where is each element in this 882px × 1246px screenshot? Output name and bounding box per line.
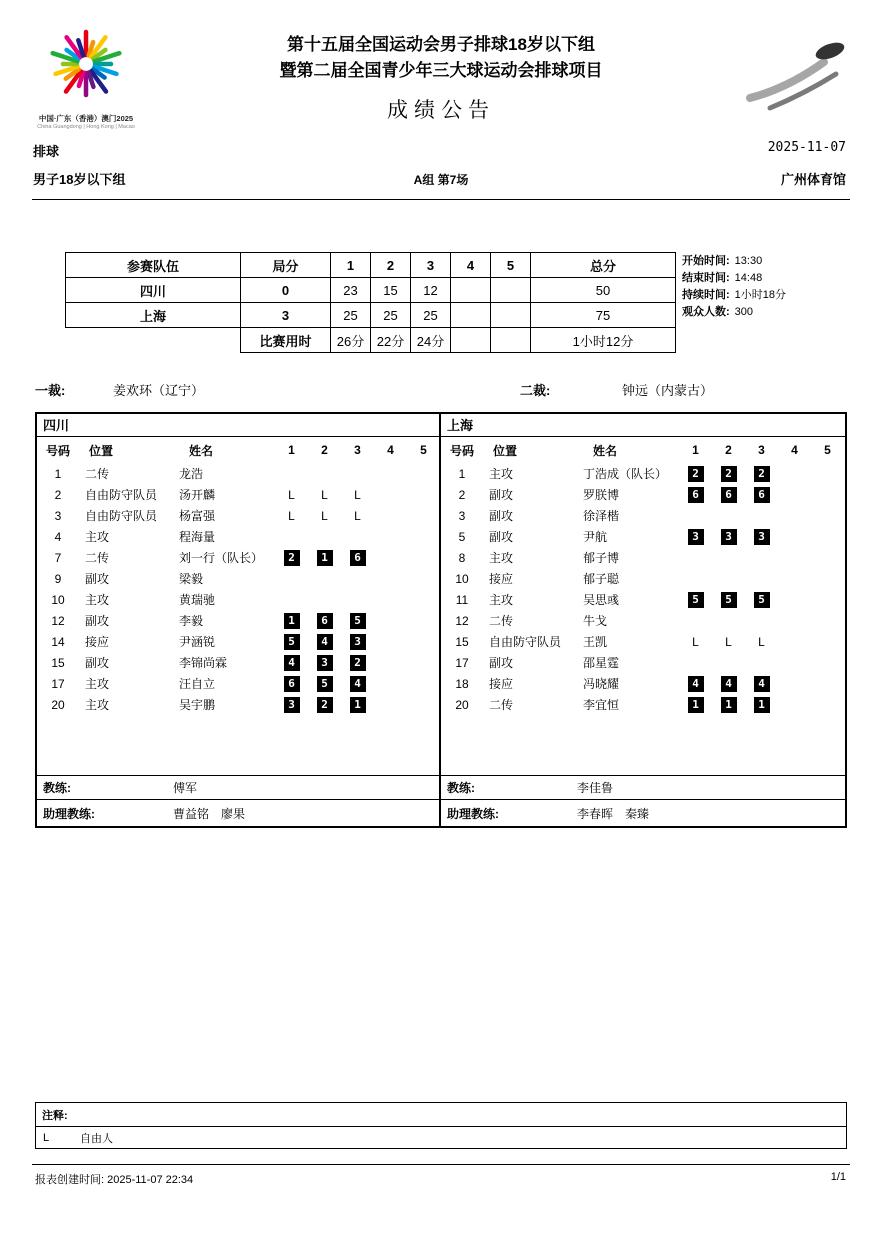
player-row: [37, 568, 439, 589]
player-name: 李宜恒: [583, 698, 620, 712]
player-position: 主攻: [489, 467, 514, 481]
libero-mark: L: [288, 487, 295, 502]
player-number: 15: [455, 634, 469, 649]
assistant-coach-label: 助理教练:: [43, 806, 95, 821]
player-set-cell: [712, 487, 745, 503]
player-name: 徐泽楷: [583, 509, 620, 523]
report-created-timestamp: 报表创建时间: 2025-11-07 22:34: [35, 1174, 194, 1186]
player-name: 汪自立: [179, 677, 216, 691]
player-set-cell: [341, 697, 374, 713]
player-number: 12: [51, 613, 65, 628]
coach-label: 教练:: [447, 781, 475, 795]
score-table: [65, 252, 676, 353]
player-row: [441, 673, 845, 694]
player-row: [441, 547, 845, 568]
team-name: 上海: [66, 303, 241, 328]
header-set5: 5: [420, 443, 427, 457]
notes-title: 注释:: [36, 1103, 846, 1127]
lineup-position-box: 6: [284, 676, 300, 692]
score-header-set4: 4: [451, 253, 491, 278]
set-duration: [451, 328, 491, 353]
player-position: 二传: [85, 551, 110, 565]
lineup-position-box: 1: [754, 697, 770, 713]
player-number: 5: [458, 529, 466, 544]
player-number: 17: [455, 655, 469, 670]
player-row: [441, 610, 845, 631]
set-duration: 22分: [371, 328, 411, 353]
player-position: 副攻: [85, 656, 110, 670]
libero-mark: L: [321, 508, 328, 523]
player-number: 18: [455, 676, 469, 691]
score-header-set5: 5: [491, 253, 531, 278]
player-set-cell: [308, 488, 341, 502]
player-set-cell: [679, 466, 712, 482]
lineup-position-box: 5: [754, 592, 770, 608]
note-code: L: [43, 1131, 50, 1144]
player-set-cell: [308, 655, 341, 671]
player-row: [441, 652, 845, 673]
player-name: 郁子聪: [583, 572, 620, 586]
lineup-position-box: 6: [350, 550, 366, 566]
lineup-position-box: 1: [688, 697, 704, 713]
set-score: 12: [411, 278, 451, 303]
group-label: 男子18岁以下组: [33, 172, 126, 187]
lineup-position-box: 4: [721, 676, 737, 692]
roster-body: [441, 463, 845, 775]
player-set-cell: [275, 550, 308, 566]
set-score: 25: [371, 303, 411, 328]
libero-mark: L: [288, 508, 295, 523]
spectators-label: 观众人数:: [682, 306, 730, 318]
player-set-cell: [341, 676, 374, 692]
player-set-cell: [341, 613, 374, 629]
header-set5: 5: [824, 443, 831, 457]
coach-label: 教练:: [43, 781, 71, 795]
lineup-position-box: 1: [317, 550, 333, 566]
lineup-position-box: 6: [688, 487, 704, 503]
player-row: [37, 631, 439, 652]
end-time-value: 14:48: [734, 272, 763, 284]
logo-text: 中国·广东（香港）澳门2025: [38, 114, 134, 123]
player-set-cell: [308, 676, 341, 692]
player-set-cell: [712, 697, 745, 713]
player-position: 主攻: [85, 593, 110, 607]
set-score: [491, 303, 531, 328]
player-set-cell: [308, 550, 341, 566]
lineup-position-box: 2: [317, 697, 333, 713]
assistant-coach-names: 李春晖 秦臻: [577, 806, 650, 821]
player-set-cell: [308, 509, 341, 523]
player-set-cell: [275, 488, 308, 502]
roster-team-name: 上海: [441, 414, 845, 437]
player-number: 2: [54, 487, 62, 502]
player-position: 接应: [489, 572, 514, 586]
score-header-team: 参赛队伍: [66, 253, 241, 278]
player-position: 接应: [489, 677, 514, 691]
player-position: 主攻: [489, 593, 514, 607]
player-row: [441, 589, 845, 610]
player-set-cell: [745, 529, 778, 545]
roster-header-row: [37, 437, 439, 463]
lineup-position-box: 6: [721, 487, 737, 503]
player-set-cell: [745, 466, 778, 482]
player-name: 吴思彧: [583, 593, 620, 607]
score-header-set1: 1: [331, 253, 371, 278]
roster-team-name: 四川: [37, 414, 439, 437]
player-number: 20: [51, 697, 65, 712]
lineup-position-box: 5: [317, 676, 333, 692]
header-set4: 4: [387, 443, 394, 457]
header-set1: 1: [288, 443, 295, 457]
player-name: 尹航: [583, 530, 608, 544]
player-set-cell: [341, 655, 374, 671]
sets-won: 0: [241, 278, 331, 303]
header-position: 位置: [493, 443, 518, 458]
start-time-value: 13:30: [734, 255, 763, 267]
assistant-coach-label: 助理教练:: [447, 806, 499, 821]
player-number: 3: [54, 508, 62, 523]
document-type-title: 成绩公告: [387, 99, 495, 122]
lineup-position-box: 1: [350, 697, 366, 713]
set-duration: 26分: [331, 328, 371, 353]
player-position: 自由防守队员: [85, 488, 158, 502]
lineup-position-box: 5: [688, 592, 704, 608]
coach-row: [37, 775, 439, 799]
player-set-cell: [308, 634, 341, 650]
libero-mark: L: [354, 508, 361, 523]
duration-label: 持续时间:: [682, 289, 730, 301]
player-row: [441, 526, 845, 547]
page-title-line2: 暨第二届全国青少年三大球运动会排球项目: [279, 61, 603, 80]
coach-name: 李佳鲁: [577, 781, 614, 795]
player-name: 王凯: [583, 635, 608, 649]
player-row: [441, 505, 845, 526]
player-row: [37, 505, 439, 526]
player-set-cell: [275, 509, 308, 523]
player-set-cell: [679, 592, 712, 608]
player-name: 罗朕博: [583, 488, 620, 502]
lineup-position-box: 5: [721, 592, 737, 608]
roster-header-row: [441, 437, 845, 463]
match-date: 2025-11-07: [767, 140, 846, 155]
blank-cell: [66, 328, 241, 353]
player-position: 主攻: [85, 698, 110, 712]
player-set-cell: [679, 529, 712, 545]
header-set1: 1: [692, 443, 699, 457]
player-position: 主攻: [489, 551, 514, 565]
player-row: [37, 673, 439, 694]
player-name: 刘一行（队长）: [179, 551, 264, 565]
libero-mark: L: [321, 487, 328, 502]
player-row: [37, 694, 439, 715]
player-set-cell: [679, 676, 712, 692]
player-number: 1: [54, 466, 62, 481]
footer-divider: [32, 1164, 850, 1165]
duration-row: [66, 328, 676, 353]
lineup-position-box: 4: [350, 676, 366, 692]
player-name: 龙浩: [179, 467, 204, 481]
roster-shanghai: [441, 414, 845, 826]
player-set-cell: [745, 487, 778, 503]
lineup-position-box: 3: [754, 529, 770, 545]
end-time-label: 结束时间:: [682, 272, 730, 284]
lineup-position-box: 2: [350, 655, 366, 671]
player-position: 副攻: [489, 509, 514, 523]
player-row: [441, 484, 845, 505]
player-row: [37, 463, 439, 484]
libero-mark: L: [692, 634, 699, 649]
player-number: 9: [54, 571, 62, 586]
sport-label: 排球: [33, 144, 60, 159]
player-number: 8: [458, 550, 466, 565]
match-number-label: A组 第7场: [413, 173, 469, 187]
player-name: 汤开麟: [179, 488, 216, 502]
roster-body: [37, 463, 439, 775]
lineup-position-box: 4: [284, 655, 300, 671]
page-number: 1/1: [830, 1171, 846, 1183]
player-set-cell: [275, 655, 308, 671]
player-set-cell: [308, 697, 341, 713]
player-set-cell: [712, 466, 745, 482]
player-row: [37, 484, 439, 505]
player-name: 郁子博: [583, 551, 620, 565]
coach-name: 傅军: [173, 781, 198, 795]
player-position: 副攻: [489, 530, 514, 544]
player-set-cell: [275, 676, 308, 692]
score-header-total: 总分: [531, 253, 676, 278]
player-row: [37, 547, 439, 568]
start-time-label: 开始时间:: [682, 255, 730, 267]
lineup-position-box: 3: [317, 655, 333, 671]
lineup-position-box: 4: [688, 676, 704, 692]
player-position: 自由防守队员: [85, 509, 158, 523]
player-name: 梁毅: [179, 572, 204, 586]
player-position: 二传: [85, 467, 110, 481]
set-score: 25: [411, 303, 451, 328]
lineup-position-box: 4: [317, 634, 333, 650]
player-set-cell: [275, 634, 308, 650]
total-points: 50: [531, 278, 676, 303]
player-name: 李锦尚霖: [179, 656, 228, 670]
lineup-position-box: 2: [688, 466, 704, 482]
set-score: 25: [331, 303, 371, 328]
player-position: 二传: [489, 698, 514, 712]
player-number: 12: [455, 613, 469, 628]
player-number: 10: [51, 592, 65, 607]
notes-box: [35, 1102, 847, 1149]
player-set-cell: [679, 487, 712, 503]
lineup-position-box: 5: [284, 634, 300, 650]
roster-sichuan: [37, 414, 441, 826]
header-number: 号码: [45, 443, 70, 458]
player-number: 17: [51, 676, 65, 691]
player-set-cell: [712, 592, 745, 608]
spectators-value: 300: [734, 306, 754, 318]
lineup-position-box: 6: [754, 487, 770, 503]
lineup-position-box: 5: [350, 613, 366, 629]
coach-row: [441, 775, 845, 799]
set-duration: [491, 328, 531, 353]
lineup-position-box: 6: [317, 613, 333, 629]
player-row: [37, 652, 439, 673]
player-row: [441, 694, 845, 715]
player-set-cell: [679, 697, 712, 713]
player-name: 吴宇鹏: [179, 698, 216, 712]
player-row: [37, 589, 439, 610]
assistant-coach-names: 曹益铭 廖果: [173, 806, 246, 821]
player-set-cell: [341, 634, 374, 650]
lineup-position-box: 3: [688, 529, 704, 545]
player-position: 主攻: [85, 530, 110, 544]
header-divider: [32, 199, 850, 200]
lineup-position-box: 2: [721, 466, 737, 482]
player-number: 1: [458, 466, 466, 481]
score-header-set3: 3: [411, 253, 451, 278]
player-name: 冯晓耀: [583, 677, 620, 691]
header-number: 号码: [449, 443, 474, 458]
player-set-cell: [712, 529, 745, 545]
player-name: 李毅: [179, 614, 204, 628]
player-set-cell: [712, 635, 745, 649]
player-position: 自由防守队员: [489, 635, 562, 649]
sets-won: 3: [241, 303, 331, 328]
header-set3: 3: [354, 443, 361, 457]
team-name: 四川: [66, 278, 241, 303]
player-set-cell: [308, 613, 341, 629]
player-set-cell: [341, 550, 374, 566]
set-score: [491, 278, 531, 303]
set-duration: 24分: [411, 328, 451, 353]
lineup-position-box: 3: [284, 697, 300, 713]
player-row: [37, 526, 439, 547]
lineup-position-box: 4: [754, 676, 770, 692]
player-set-cell: [341, 488, 374, 502]
player-set-cell: [745, 592, 778, 608]
score-row-shanghai: [66, 303, 676, 328]
player-set-cell: [679, 635, 712, 649]
header-position: 位置: [89, 443, 114, 458]
player-row: [37, 610, 439, 631]
player-number: 2: [458, 487, 466, 502]
lineup-position-box: 3: [350, 634, 366, 650]
player-position: 副攻: [489, 656, 514, 670]
player-name: 丁浩成（队长）: [583, 467, 668, 481]
page-title-line1: 第十五届全国运动会男子排球18岁以下组: [287, 35, 595, 54]
player-position: 副攻: [85, 572, 110, 586]
player-set-cell: [275, 697, 308, 713]
total-points: 75: [531, 303, 676, 328]
referees-row: [0, 380, 882, 400]
lineup-position-box: 1: [721, 697, 737, 713]
note-row: [36, 1127, 846, 1148]
player-set-cell: [341, 509, 374, 523]
player-name: 程海量: [179, 530, 216, 544]
header-set4: 4: [791, 443, 798, 457]
set-score: [451, 303, 491, 328]
assistant-coach-row: [441, 799, 845, 826]
set-score: [451, 278, 491, 303]
player-row: [441, 568, 845, 589]
player-name: 黄瑞驰: [179, 593, 216, 607]
lineup-position-box: 2: [284, 550, 300, 566]
set-score: 15: [371, 278, 411, 303]
libero-mark: L: [354, 487, 361, 502]
player-set-cell: [745, 635, 778, 649]
player-set-cell: [745, 676, 778, 692]
duration-label: 比赛用时: [241, 328, 331, 353]
libero-mark: L: [758, 634, 765, 649]
lineup-position-box: 3: [721, 529, 737, 545]
duration-value: 1小时18分: [734, 289, 787, 301]
player-number: 14: [51, 634, 65, 649]
player-name: 杨富强: [179, 509, 216, 523]
player-position: 副攻: [489, 488, 514, 502]
lineup-position-box: 1: [284, 613, 300, 629]
venue-label: 广州体育馆: [780, 172, 846, 187]
logo-text-en: China Guangdong | Hong Kong | Macao: [37, 124, 135, 130]
player-position: 接应: [85, 635, 110, 649]
player-number: 7: [54, 550, 62, 565]
score-header-sets: 局分: [241, 253, 331, 278]
player-position: 二传: [489, 614, 514, 628]
libero-mark: L: [725, 634, 732, 649]
player-set-cell: [745, 697, 778, 713]
player-position: 主攻: [85, 677, 110, 691]
player-row: [441, 631, 845, 652]
player-number: 3: [458, 508, 466, 523]
note-description: 自由人: [80, 1132, 113, 1145]
player-set-cell: [275, 613, 308, 629]
header-set2: 2: [321, 443, 328, 457]
player-set-cell: [712, 676, 745, 692]
player-position: 副攻: [85, 614, 110, 628]
rosters-section: [35, 412, 847, 828]
header-set3: 3: [758, 443, 765, 457]
player-name: 牛戈: [583, 614, 608, 628]
lineup-position-box: 2: [754, 466, 770, 482]
match-info: [682, 253, 786, 321]
first-referee-label: 一裁:: [35, 383, 66, 398]
player-number: 10: [455, 571, 469, 586]
header-name: 姓名: [593, 443, 618, 458]
second-referee-name: 钟远（内蒙古）: [622, 383, 714, 398]
player-row: [441, 463, 845, 484]
player-name: 邵星霆: [583, 656, 620, 670]
score-row-sichuan: [66, 278, 676, 303]
second-referee-label: 二裁:: [520, 383, 551, 398]
header-name: 姓名: [189, 443, 214, 458]
score-header-row: [66, 253, 676, 278]
player-name: 尹涵锐: [179, 635, 216, 649]
assistant-coach-row: [37, 799, 439, 826]
set-score: 23: [331, 278, 371, 303]
header-set2: 2: [725, 443, 732, 457]
player-number: 15: [51, 655, 65, 670]
first-referee-name: 姜欢环（辽宁）: [113, 383, 205, 398]
player-number: 11: [455, 592, 469, 607]
score-header-set2: 2: [371, 253, 411, 278]
player-number: 20: [455, 697, 469, 712]
total-duration: 1小时12分: [531, 328, 676, 353]
player-number: 4: [54, 529, 62, 544]
